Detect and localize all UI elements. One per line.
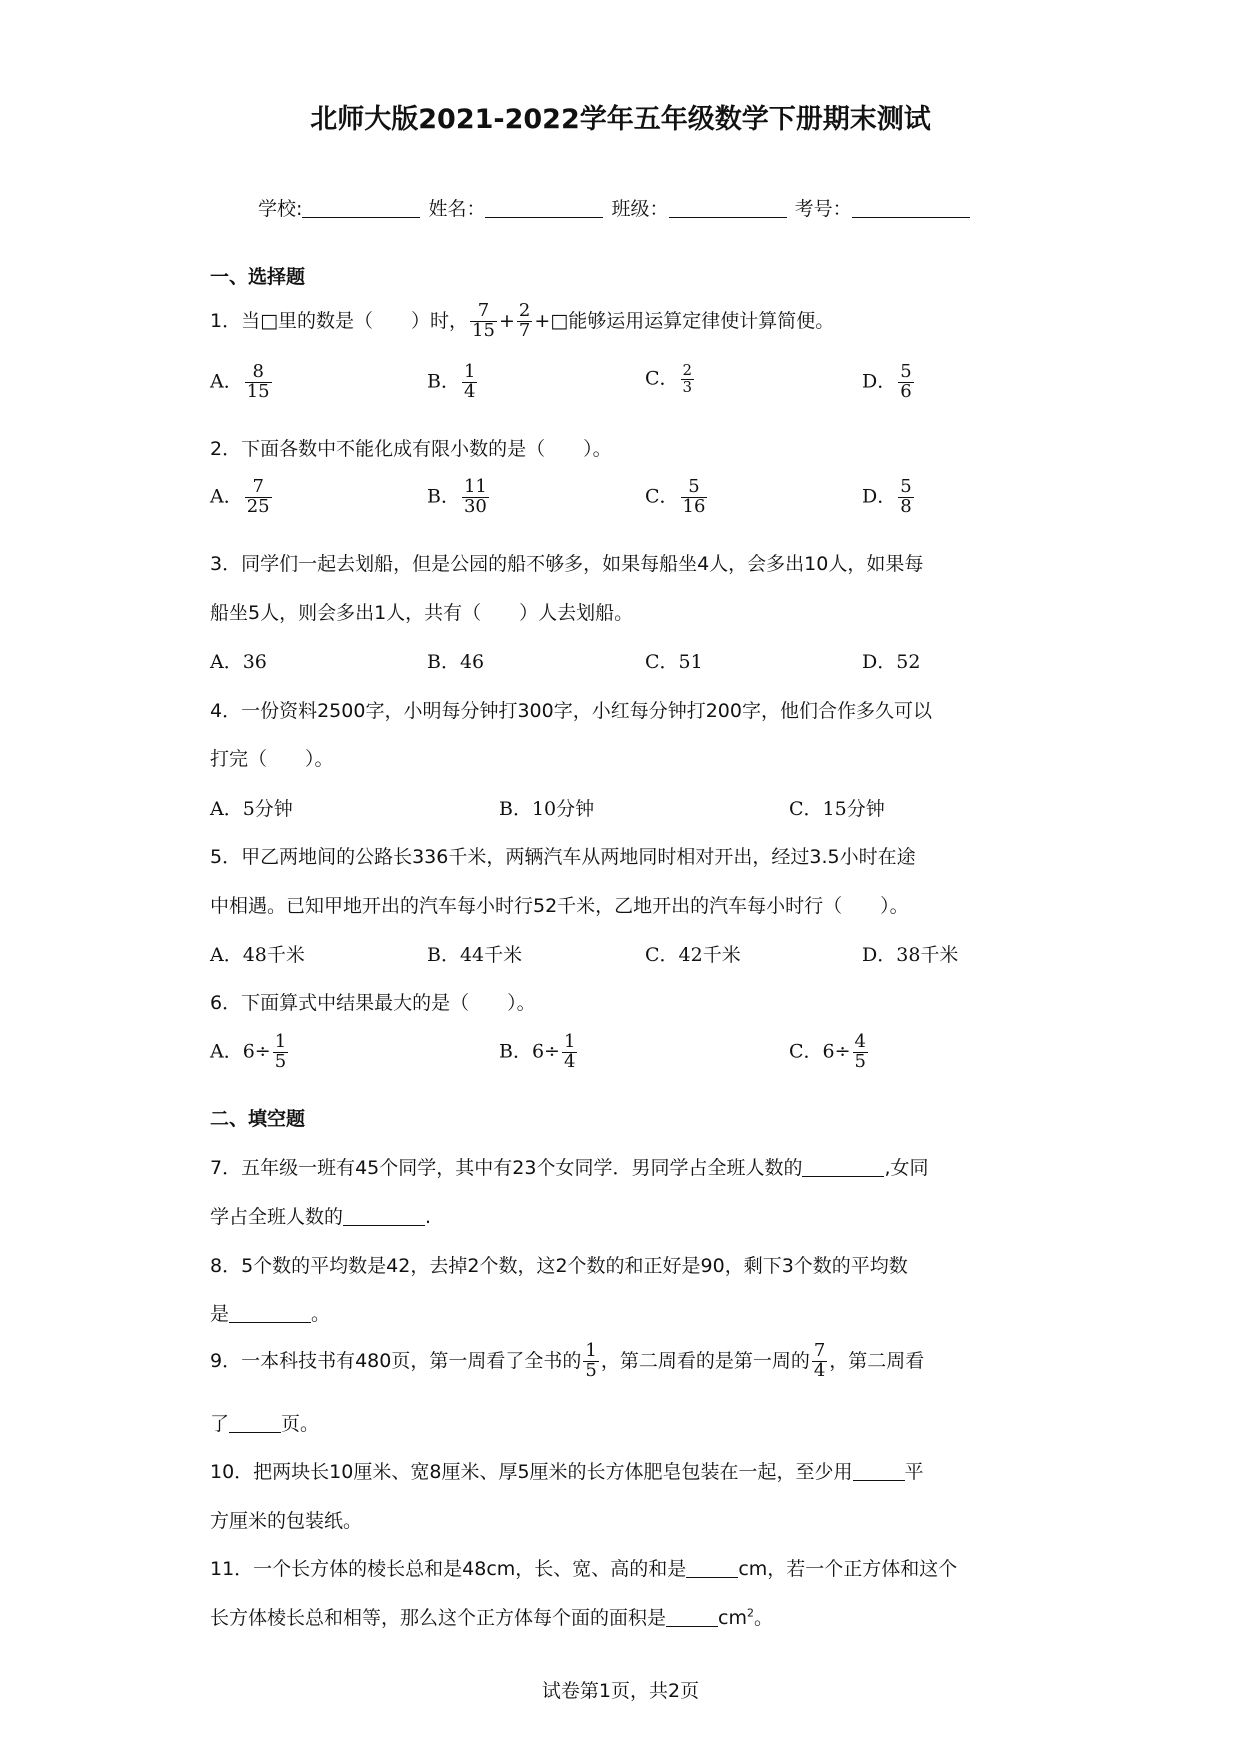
q1-option-d[interactable]: D． $\frac{5}{6}$ [862, 361, 912, 402]
q1-suffix: +□能够运用运算定律使计算简便。 [534, 309, 835, 332]
q1-prefix: 1．当□里的数是（ ）时， [210, 309, 469, 332]
q4-option-c[interactable]: C．15分钟 [789, 798, 885, 820]
question-3-line-1: 3．同学们一起去划船，但是公园的船不够多，如果每船坐4人，会多出10人，如果每 [210, 553, 924, 575]
exam-no-blank[interactable] [852, 199, 970, 218]
section-fill-heading: 二、填空题 [210, 1108, 306, 1130]
question-3-line-2: 船坐5人，则会多出1人，共有（ ）人去划船。 [210, 602, 634, 624]
question-4-line-1: 4．一份资料2500字，小明每分钟打300字，小红每分钟打200字，他们合作多久可以 [210, 700, 932, 722]
q3-option-c[interactable]: C．51 [645, 651, 703, 673]
q3-option-a[interactable]: A．36 [210, 651, 267, 673]
question-6: 6．下面算式中结果最大的是（ ）。 [210, 992, 536, 1014]
question-4-line-2: 打完（ ）。 [210, 748, 334, 770]
q5-option-c[interactable]: C．42千米 [645, 944, 741, 966]
question-9-line-1: 9．一本科技书有480页，第一周看了全书的 $\frac{1}{5}$ ，第二周看的是第一周的 $\frac{7}{4}$ ，第二周看 [210, 1340, 925, 1381]
q7-blank-2[interactable] [343, 1207, 425, 1226]
q6-option-a[interactable]: A．6÷ $\frac{1}{5}$ [210, 1031, 287, 1072]
school-blank[interactable] [302, 199, 420, 218]
q2-option-b[interactable]: B． $\frac{11}{30}$ [427, 476, 487, 517]
question-11-line-1: 11．一个长方体的棱长总和是48cm，长、宽、高的和是 cm，若一个正方体和这个 [210, 1558, 958, 1580]
q1-option-b[interactable]: B． $\frac{1}{4}$ [427, 361, 476, 402]
page-footer: 试卷第1页，共2页 [541, 1680, 700, 1702]
exam-no-label: 考号： [794, 198, 852, 220]
q2-option-d[interactable]: D． $\frac{5}{8}$ [862, 476, 912, 517]
q5-option-d[interactable]: D．38千米 [862, 944, 959, 966]
q6-option-c[interactable]: C．6÷ $\frac{4}{5}$ [789, 1031, 866, 1072]
q4-option-a[interactable]: A．5分钟 [210, 798, 293, 820]
q2-option-c[interactable]: C． $\frac{5}{16}$ [645, 476, 706, 517]
question-1 [210, 302, 834, 341]
q3-option-d[interactable]: D．52 [862, 651, 921, 673]
q11-blank-2[interactable] [666, 1608, 718, 1627]
q11-superscript: 2 [746, 1606, 754, 1620]
q9-fraction-2: $\frac{7}{4}$ [813, 1340, 826, 1381]
page-title: 北师大版2021-2022学年五年级数学下册期末测试 [310, 104, 931, 135]
q1-option-a[interactable]: A． $\frac{8}{15}$ [210, 361, 270, 402]
q8-blank[interactable] [229, 1304, 311, 1323]
q2-option-a[interactable]: A． $\frac{7}{25}$ [210, 476, 270, 517]
q1-fraction-1: $\frac{7}{15}$ [472, 300, 495, 341]
section-choice-heading: 一、选择题 [210, 266, 306, 288]
question-10-line-2: 方厘米的包装纸。 [210, 1510, 363, 1532]
q1-plus: + [498, 309, 515, 332]
question-9-line-2: 了 页。 [210, 1413, 320, 1435]
name-label: 姓名： [428, 198, 486, 220]
q5-option-a[interactable]: A．48千米 [210, 944, 305, 966]
q9-fraction-1: $\frac{1}{5}$ [585, 1340, 597, 1381]
class-label: 班级： [611, 198, 669, 220]
class-blank[interactable] [669, 199, 787, 218]
name-blank[interactable] [485, 199, 603, 218]
question-11-line-2: 长方体棱长总和相等，那么这个正方体每个面的面积是 $cm^2$。 [210, 1606, 773, 1629]
question-2: 2．下面各数中不能化成有限小数的是（ ）。 [210, 438, 612, 460]
q9-blank[interactable] [229, 1414, 281, 1433]
question-10-line-1: 10．把两块长10厘米、宽8厘米、厚5厘米的长方体肥皂包装在一起，至少用 平 [210, 1461, 924, 1483]
q11-blank-1[interactable] [686, 1559, 738, 1578]
q1-option-c[interactable]: C． $\frac{2}{3}$ [645, 361, 693, 396]
question-8-line-1: 8．5个数的平均数是42，去掉2个数，这2个数的和正好是90，剩下3个数的平均数 [210, 1255, 908, 1277]
q4-option-b[interactable]: B．10分钟 [499, 798, 595, 820]
school-label: 学校: [258, 198, 303, 220]
question-5-line-1: 5．甲乙两地间的公路长336千米，两辆汽车从两地同时相对开出，经过3.5小时在途 [210, 846, 916, 868]
question-8-line-2: 是 。 [210, 1303, 331, 1325]
q3-option-b[interactable]: B．46 [427, 651, 485, 673]
question-5-line-2: 中相遇。已知甲地开出的汽车每小时行52千米，乙地开出的汽车每小时行（ ）。 [210, 895, 909, 917]
student-info-line [258, 194, 972, 221]
q6-option-b[interactable]: B．6÷ $\frac{1}{4}$ [499, 1031, 576, 1072]
question-7-line-1: 7．五年级一班有45个同学，其中有23个女同学．男同学占全班人数的 ,女同 [210, 1157, 929, 1179]
q10-blank[interactable] [853, 1462, 905, 1481]
question-7-line-2: 学占全班人数的 . [210, 1206, 432, 1228]
q1-fraction-2: $\frac{2}{7}$ [518, 300, 531, 341]
q7-blank-1[interactable] [802, 1158, 884, 1177]
q5-option-b[interactable]: B．44千米 [427, 944, 523, 966]
